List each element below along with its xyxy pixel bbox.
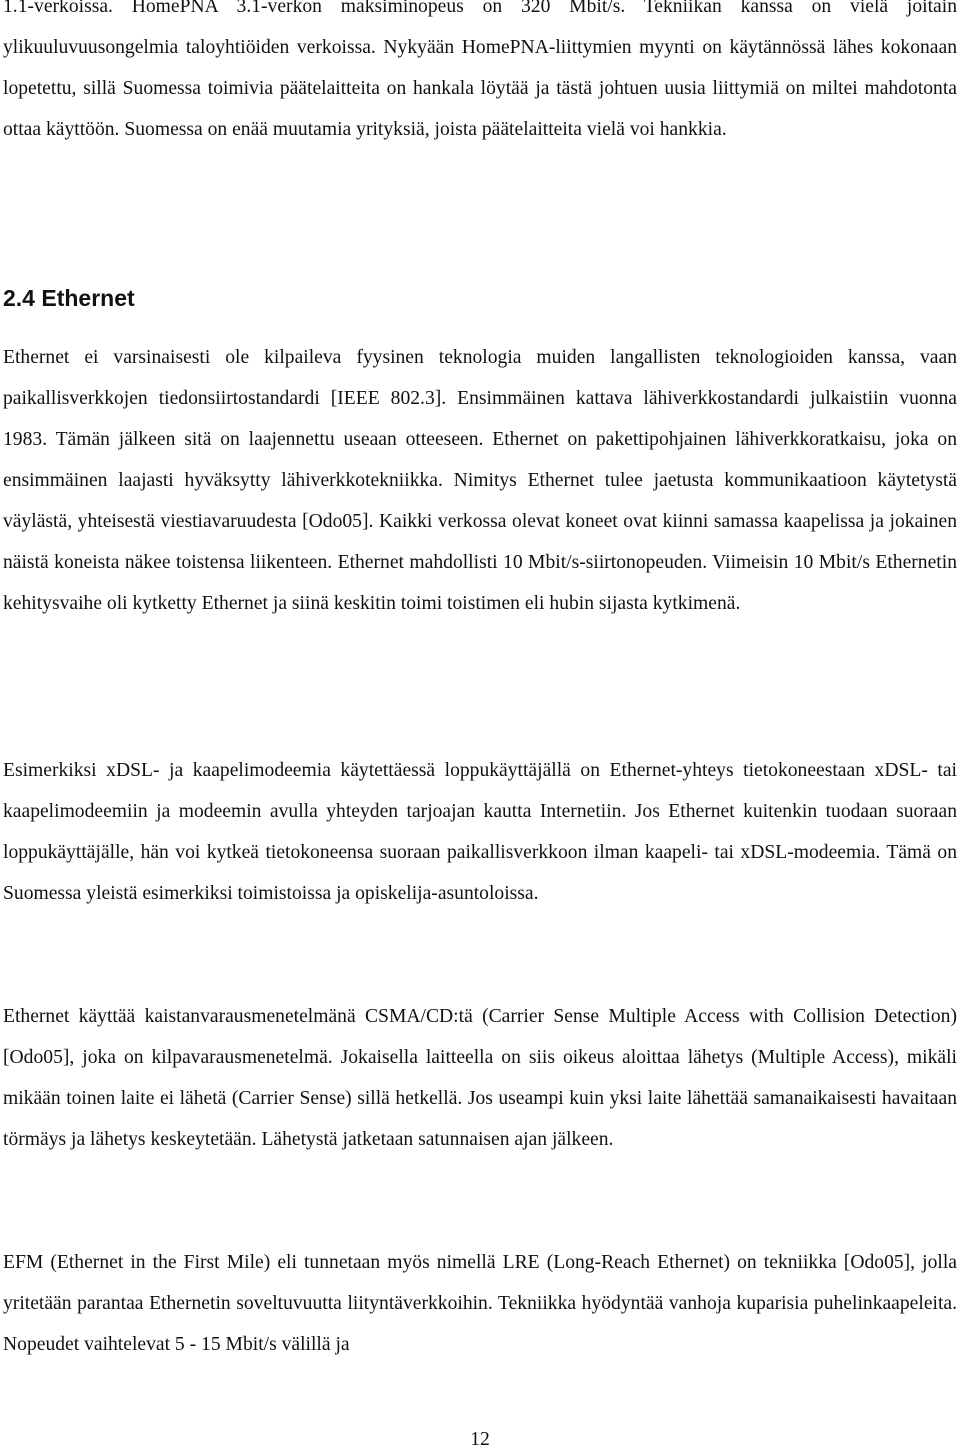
paragraph-efm: EFM (Ethernet in the First Mile) eli tunnetaan myös nimellä LRE (Long-Reach Ethernet) on tekniikka [Odo05], jolla yritetään parantaa Ethernetin soveltuvuutta liityntäverkkoihin. Tekniikka hyödyntää vanhoja kuparisia puhelinkaapeleita. Nopeudet vaihtelevat 5 - 15 Mbit/s välillä ja <box>3 1252 957 1355</box>
page-number: 12 <box>470 1429 490 1450</box>
paragraph-csma-cd: Ethernet käyttää kaistanvarausmenetelmänä CSMA/CD:tä (Carrier Sense Multiple Access with Collision Detection) [Odo05], joka on kilpavarausmenetelmä. Jokaisella laitteella on siis oikeus aloittaa lähetys (Multiple Access), mikäli mikään toinen laite ei lähetä (Carrier Sense) sillä hetkellä. Jos useampi kuin yksi laite lähettää samanaikaisesti havaitaan törmäys ja lähetys keskeytetään. Lähetystä jatketaan satunnaisen ajan jälkeen. <box>3 1006 957 1150</box>
paragraph-ethernet-standard: Ethernet ei varsinaisesti ole kilpaileva fyysinen teknologia muiden langallisten teknologioiden kanssa, vaan paikallisverkkojen tiedonsiirtostandardi [IEEE 802.3]. Ensimmäinen kattava lähiverkkostandardi julkaistiin vuonna 1983. Tämän jälkeen sitä on laajennettu useaan otteeseen. Ethernet on pakettipohjainen lähiverkkoratkaisu, joka on ensimmäinen laajasti hyväksytty lähiverkkotekniikka. Nimitys Ethernet tulee jaetusta kommunikaatioon käytetystä väylästä, yhteisestä viestiavaruudesta [Odo05]. Kaikki verkossa olevat koneet ovat kiinni samassa kaapelissa ja jokainen näistä koneista näkee toistensa liikenteen. Ethernet mahdollisti 10 Mbit/s-siirtonopeuden. Viimeisin 10 Mbit/s Ethernetin kehitysvaihe oli kytketty Ethernet ja siinä keskitin toimi toistimen eli hubin sijasta kytkimenä. <box>3 347 957 614</box>
paragraph-xdsl-example: Esimerkiksi xDSL- ja kaapelimodeemia käytettäessä loppukäyttäjällä on Ethernet-yhteys tietokoneestaan xDSL- tai kaapelimodeemiin ja modeemin avulla yhteyden tarjoajan kautta Internetiin. Jos Ethernet kuitenkin tuodaan suoraan loppukäyttäjälle, hän voi kytkeä tietokoneensa suoraan paikallisverkkoon ilman kaapeli- tai xDSL-modeemia. Tämä on Suomessa yleistä esimerkiksi toimistoissa ja opiskelija-asuntoloissa. <box>3 760 957 904</box>
intro-paragraph: 1.1-verkoissa. HomePNA 3.1-verkon maksiminopeus on 320 Mbit/s. Tekniikan kanssa on vielä joitain ylikuuluvuusongelmia taloyhtiöiden verkoissa. Nykyään HomePNA-liittymien myynti on käytännössä lähes kokonaan lopetettu, sillä Suomessa toimivia päätelaitteita on hankala löytää ja tästä johtuen uusia liittymiä on miltei mahdotonta ottaa käyttöön. Suomessa on enää muutamia yrityksiä, joista päätelaitteita vielä voi hankkia. <box>3 0 957 140</box>
section-heading: 2.4 Ethernet <box>3 285 135 311</box>
